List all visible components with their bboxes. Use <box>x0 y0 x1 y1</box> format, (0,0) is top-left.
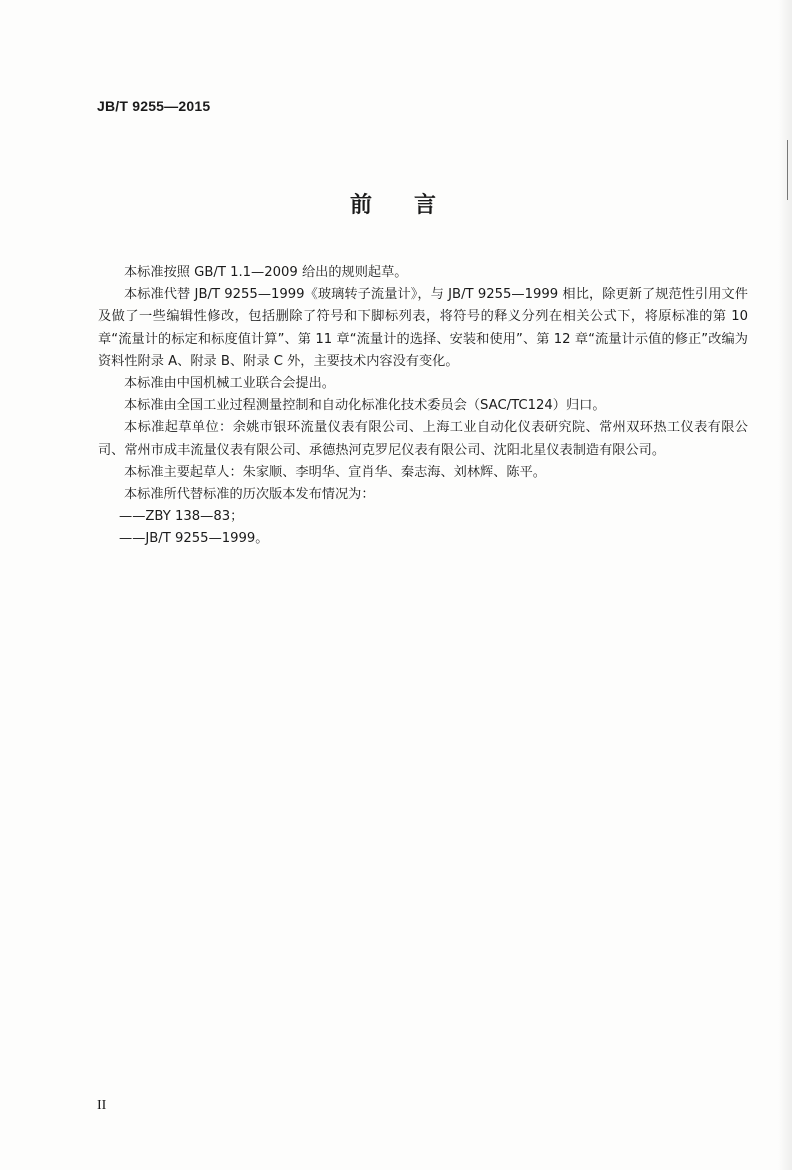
paragraph-replacement: 本标准代替 JB/T 9255—1999《玻璃转子流量计》，与 JB/T 9255—1999 相比，除更新了规范性引用文件及做了一些编辑性修改，包括删除了符号和下脚标列表，将符号的释义分列在相关公式下，将原标准的第 10 章“流量计的标定和标度值计算”、第 11 章“流量计的选择、安装和使用”、第 12 章“流量计示值的修正”改编为资料性附录 A、附录 B、附录 C 外，主要技术内容没有变化。 <box>98 287 748 369</box>
standard-code-header: JB/T 9255—2015 <box>97 98 211 114</box>
page-title: 前言 <box>349 193 478 218</box>
paragraph-administrator: 本标准由全国工业过程测量控制和自动化标准化技术委员会（SAC/TC124）归口。 <box>124 398 606 414</box>
list-item: ——ZBY 138—83； <box>119 509 244 525</box>
page-edge-shadow <box>778 0 792 1170</box>
foreword-body <box>98 262 748 551</box>
paragraph-proposer: 本标准由中国机械工业联合会提出。 <box>124 376 335 392</box>
page-number: II <box>97 1098 107 1113</box>
list-item: ——JB/T 9255—1999。 <box>119 531 269 547</box>
paragraph-drafting-rules: 本标准按照 GB/T 1.1—2009 给出的规则起草。 <box>124 265 408 280</box>
paragraph-drafting-units: 本标准起草单位：余姚市银环流量仪表有限公司、上海工业自动化仪表研究院、常州双环热工仪表有限公司、常州市成丰流量仪表有限公司、承德热河克罗尼仪表有限公司、沈阳北星仪表制造有限公司。 <box>98 420 748 458</box>
paragraph-history-intro: 本标准所代替标准的历次版本发布情况为： <box>124 487 375 503</box>
paragraph-drafters: 本标准主要起草人：朱家顺、李明华、宣肖华、秦志海、刘林辉、陈平。 <box>124 464 546 480</box>
